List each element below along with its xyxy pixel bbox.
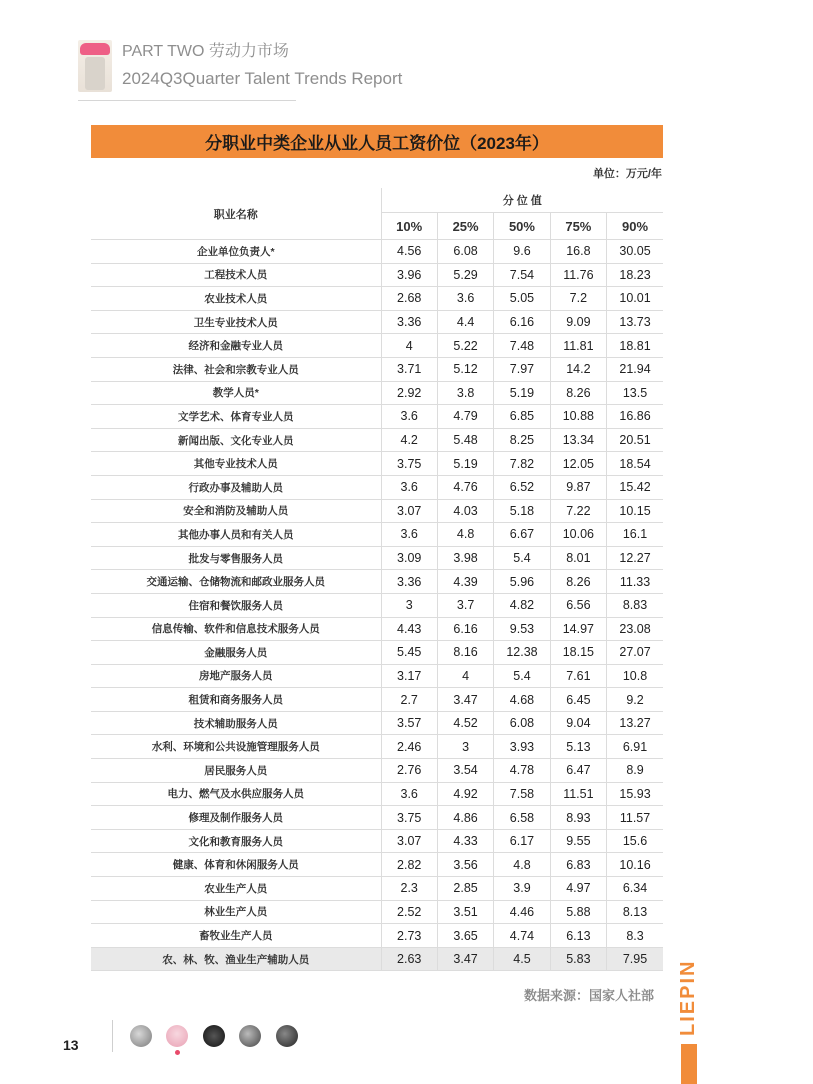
wage-value: 3 xyxy=(437,735,493,759)
wage-value: 3.75 xyxy=(381,806,437,830)
table-row xyxy=(91,381,663,405)
occupation-name: 租赁和商务服务人员 xyxy=(91,688,381,712)
wage-value: 2.85 xyxy=(437,877,493,901)
table-row xyxy=(91,735,663,759)
column-header-p90: 90% xyxy=(607,213,663,240)
wage-value: 4 xyxy=(381,334,437,358)
wage-value: 3.07 xyxy=(381,499,437,523)
wage-value: 10.8 xyxy=(607,664,663,688)
wage-value: 9.53 xyxy=(494,617,550,641)
active-page-dot xyxy=(175,1050,180,1055)
table-row xyxy=(91,688,663,712)
page-number: 13 xyxy=(63,1037,79,1053)
occupation-name: 法律、社会和宗教专业人员 xyxy=(91,357,381,381)
wage-value: 2.82 xyxy=(381,853,437,877)
wage-value: 7.82 xyxy=(494,452,550,476)
person-icon[interactable] xyxy=(166,1025,188,1047)
wage-value: 2.52 xyxy=(381,900,437,924)
column-header-p10: 10% xyxy=(381,213,437,240)
wage-value: 7.54 xyxy=(494,263,550,287)
wage-value: 5.13 xyxy=(550,735,606,759)
header-divider xyxy=(78,100,296,101)
table-row xyxy=(91,711,663,735)
wage-value: 4.46 xyxy=(494,900,550,924)
wage-value: 5.4 xyxy=(494,664,550,688)
wage-value: 4.92 xyxy=(437,782,493,806)
wage-value: 2.46 xyxy=(381,735,437,759)
column-header-group: 分 位 值 xyxy=(381,188,663,213)
table-row xyxy=(91,664,663,688)
wage-value: 7.58 xyxy=(494,782,550,806)
wage-value: 6.58 xyxy=(494,806,550,830)
occupation-name: 技术辅助服务人员 xyxy=(91,711,381,735)
wage-value: 4.03 xyxy=(437,499,493,523)
occupation-name: 教学人员* xyxy=(91,381,381,405)
tunnel-icon[interactable] xyxy=(239,1025,261,1047)
occupation-name: 安全和消防及辅助人员 xyxy=(91,499,381,523)
wage-value: 3.07 xyxy=(381,829,437,853)
wage-value: 6.17 xyxy=(494,829,550,853)
table-row xyxy=(91,641,663,665)
wage-value: 2.3 xyxy=(381,877,437,901)
wage-value: 13.27 xyxy=(607,711,663,735)
table-row xyxy=(91,428,663,452)
wage-value: 3.47 xyxy=(437,947,493,971)
header-logo-image xyxy=(78,40,112,92)
wage-value: 4.52 xyxy=(437,711,493,735)
occupation-name: 经济和金融专业人员 xyxy=(91,334,381,358)
wage-value: 8.01 xyxy=(550,546,606,570)
wage-value: 4.2 xyxy=(381,428,437,452)
wage-value: 7.2 xyxy=(550,287,606,311)
wage-value: 10.15 xyxy=(607,499,663,523)
wage-value: 3.51 xyxy=(437,900,493,924)
wage-value: 2.92 xyxy=(381,381,437,405)
wage-value: 18.15 xyxy=(550,641,606,665)
table-row xyxy=(91,877,663,901)
wage-value: 8.83 xyxy=(607,593,663,617)
column-header-p25: 25% xyxy=(437,213,493,240)
table-title: 分职业中类企业从业人员工资价位（2023年） xyxy=(91,125,663,158)
wage-value: 3.6 xyxy=(437,287,493,311)
wage-value: 18.81 xyxy=(607,334,663,358)
wage-value: 14.2 xyxy=(550,357,606,381)
wage-value: 18.23 xyxy=(607,263,663,287)
wage-value: 5.48 xyxy=(437,428,493,452)
wage-value: 3.65 xyxy=(437,924,493,948)
wage-value: 9.04 xyxy=(550,711,606,735)
wage-value: 13.34 xyxy=(550,428,606,452)
wage-value: 16.1 xyxy=(607,523,663,547)
wage-value: 7.97 xyxy=(494,357,550,381)
wage-value: 11.57 xyxy=(607,806,663,830)
wage-value: 5.19 xyxy=(494,381,550,405)
wage-value: 4.68 xyxy=(494,688,550,712)
wage-value: 11.51 xyxy=(550,782,606,806)
wage-value: 3.8 xyxy=(437,381,493,405)
column-header-name: 职业名称 xyxy=(91,188,381,240)
occupation-name: 农业技术人员 xyxy=(91,287,381,311)
wage-value: 5.05 xyxy=(494,287,550,311)
wage-value: 5.83 xyxy=(550,947,606,971)
wage-value: 6.16 xyxy=(437,617,493,641)
wage-value: 16.86 xyxy=(607,405,663,429)
brand-logo-text: LIEPIN xyxy=(677,959,699,1037)
occupation-name: 居民服务人员 xyxy=(91,759,381,783)
wage-value: 2.7 xyxy=(381,688,437,712)
occupation-name: 批发与零售服务人员 xyxy=(91,546,381,570)
bow-tie-icon xyxy=(80,43,110,55)
wage-value: 5.19 xyxy=(437,452,493,476)
wage-table xyxy=(91,188,663,971)
occupation-name: 信息传输、软件和信息技术服务人员 xyxy=(91,617,381,641)
occupation-name: 新闻出版、文化专业人员 xyxy=(91,428,381,452)
wage-value: 4.33 xyxy=(437,829,493,853)
wage-value: 8.13 xyxy=(607,900,663,924)
occupation-name: 修理及制作服务人员 xyxy=(91,806,381,830)
wage-value: 3.56 xyxy=(437,853,493,877)
wage-value: 3.98 xyxy=(437,546,493,570)
occupation-name: 企业单位负责人* xyxy=(91,240,381,264)
wage-value: 4.78 xyxy=(494,759,550,783)
globe-icon[interactable] xyxy=(130,1025,152,1047)
wage-value: 9.6 xyxy=(494,240,550,264)
wage-value: 5.29 xyxy=(437,263,493,287)
occupation-name: 水利、环境和公共设施管理服务人员 xyxy=(91,735,381,759)
wage-value: 12.05 xyxy=(550,452,606,476)
table-row xyxy=(91,570,663,594)
wage-value: 14.97 xyxy=(550,617,606,641)
table-row xyxy=(91,546,663,570)
wage-value: 3.7 xyxy=(437,593,493,617)
wage-value: 8.26 xyxy=(550,570,606,594)
wage-value: 11.33 xyxy=(607,570,663,594)
table-row xyxy=(91,924,663,948)
wage-value: 6.34 xyxy=(607,877,663,901)
occupation-name: 房地产服务人员 xyxy=(91,664,381,688)
wage-value: 3.36 xyxy=(381,570,437,594)
wage-value: 3.93 xyxy=(494,735,550,759)
wage-value: 3.75 xyxy=(381,452,437,476)
occupation-name: 健康、体育和休闲服务人员 xyxy=(91,853,381,877)
data-source: 数据来源：国家人社部 xyxy=(523,988,654,1003)
wage-value: 8.93 xyxy=(550,806,606,830)
wage-value: 9.2 xyxy=(607,688,663,712)
wage-value: 4.74 xyxy=(494,924,550,948)
table-row xyxy=(91,357,663,381)
wage-value: 4 xyxy=(437,664,493,688)
wage-value: 4.8 xyxy=(437,523,493,547)
wage-value: 6.52 xyxy=(494,475,550,499)
wage-value: 7.95 xyxy=(607,947,663,971)
wage-value: 4.43 xyxy=(381,617,437,641)
wage-value: 15.93 xyxy=(607,782,663,806)
occupation-name: 文学艺术、体育专业人员 xyxy=(91,405,381,429)
wage-value: 6.67 xyxy=(494,523,550,547)
wage-value: 10.06 xyxy=(550,523,606,547)
wage-value: 7.48 xyxy=(494,334,550,358)
occupation-name: 畜牧业生产人员 xyxy=(91,924,381,948)
occupation-name: 金融服务人员 xyxy=(91,641,381,665)
table-row xyxy=(91,405,663,429)
wage-value: 27.07 xyxy=(607,641,663,665)
table-row xyxy=(91,829,663,853)
table-row xyxy=(91,334,663,358)
wage-value: 4.8 xyxy=(494,853,550,877)
occupation-name: 其他办事人员和有关人员 xyxy=(91,523,381,547)
wage-value: 4.5 xyxy=(494,947,550,971)
wage-value: 9.55 xyxy=(550,829,606,853)
table-row xyxy=(91,287,663,311)
wage-value: 20.51 xyxy=(607,428,663,452)
wage-value: 3.6 xyxy=(381,523,437,547)
wage-value: 11.76 xyxy=(550,263,606,287)
wage-value: 18.54 xyxy=(607,452,663,476)
footer-divider xyxy=(112,1020,113,1052)
table-row xyxy=(91,947,663,971)
occupation-name: 其他专业技术人员 xyxy=(91,452,381,476)
wage-value: 6.91 xyxy=(607,735,663,759)
occupation-name: 卫生专业技术人员 xyxy=(91,310,381,334)
wage-value: 10.01 xyxy=(607,287,663,311)
wage-value: 9.87 xyxy=(550,475,606,499)
wage-value: 3.71 xyxy=(381,357,437,381)
wage-value: 3.6 xyxy=(381,405,437,429)
table-row xyxy=(91,806,663,830)
wage-value: 4.4 xyxy=(437,310,493,334)
wage-value: 3.54 xyxy=(437,759,493,783)
wage-value: 4.86 xyxy=(437,806,493,830)
wage-value: 4.56 xyxy=(381,240,437,264)
wage-value: 30.05 xyxy=(607,240,663,264)
occupation-name: 农、林、牧、渔业生产辅助人员 xyxy=(91,947,381,971)
wage-value: 6.45 xyxy=(550,688,606,712)
wage-value: 4.82 xyxy=(494,593,550,617)
table-row xyxy=(91,759,663,783)
wage-value: 8.3 xyxy=(607,924,663,948)
table-row xyxy=(91,499,663,523)
wage-value: 13.5 xyxy=(607,381,663,405)
wage-value: 23.08 xyxy=(607,617,663,641)
wage-value: 3.17 xyxy=(381,664,437,688)
column-header-p75: 75% xyxy=(550,213,606,240)
table-row xyxy=(91,475,663,499)
wage-value: 7.22 xyxy=(550,499,606,523)
wage-value: 9.09 xyxy=(550,310,606,334)
occupation-name: 电力、燃气及水供应服务人员 xyxy=(91,782,381,806)
table-body xyxy=(91,240,663,971)
wage-value: 3.36 xyxy=(381,310,437,334)
wage-value: 6.85 xyxy=(494,405,550,429)
wage-value: 15.6 xyxy=(607,829,663,853)
wage-value: 6.83 xyxy=(550,853,606,877)
wage-value: 15.42 xyxy=(607,475,663,499)
occupation-name: 文化和教育服务人员 xyxy=(91,829,381,853)
wage-value: 4.79 xyxy=(437,405,493,429)
table-row xyxy=(91,782,663,806)
wage-value: 5.45 xyxy=(381,641,437,665)
wage-value: 6.08 xyxy=(437,240,493,264)
table-row xyxy=(91,853,663,877)
occupation-name: 行政办事及辅助人员 xyxy=(91,475,381,499)
wage-value: 4.97 xyxy=(550,877,606,901)
wage-value: 2.68 xyxy=(381,287,437,311)
table-row xyxy=(91,593,663,617)
wage-value: 3.9 xyxy=(494,877,550,901)
wage-value: 4.39 xyxy=(437,570,493,594)
table-row xyxy=(91,310,663,334)
wage-value: 12.38 xyxy=(494,641,550,665)
wage-value: 11.81 xyxy=(550,334,606,358)
wage-value: 6.13 xyxy=(550,924,606,948)
brand-accent-bar xyxy=(681,1044,697,1084)
table-row xyxy=(91,900,663,924)
wage-value: 5.4 xyxy=(494,546,550,570)
wage-value: 2.73 xyxy=(381,924,437,948)
figure-body xyxy=(85,57,105,90)
moon-icon[interactable] xyxy=(276,1025,298,1047)
wage-value: 12.27 xyxy=(607,546,663,570)
wage-value: 4.76 xyxy=(437,475,493,499)
wage-value: 6.56 xyxy=(550,593,606,617)
wage-value: 3.09 xyxy=(381,546,437,570)
wage-value: 3.6 xyxy=(381,782,437,806)
wage-value: 6.47 xyxy=(550,759,606,783)
wage-value: 5.12 xyxy=(437,357,493,381)
occupation-name: 交通运输、仓储物流和邮政业服务人员 xyxy=(91,570,381,594)
occupation-name: 住宿和餐饮服务人员 xyxy=(91,593,381,617)
wage-value: 3.6 xyxy=(381,475,437,499)
wage-value: 6.16 xyxy=(494,310,550,334)
wage-value: 5.88 xyxy=(550,900,606,924)
occupation-name: 农业生产人员 xyxy=(91,877,381,901)
wage-value: 16.8 xyxy=(550,240,606,264)
column-header-p50: 50% xyxy=(494,213,550,240)
wage-value: 5.18 xyxy=(494,499,550,523)
wage-value: 3 xyxy=(381,593,437,617)
wage-value: 2.76 xyxy=(381,759,437,783)
table-row xyxy=(91,617,663,641)
table-row xyxy=(91,263,663,287)
wage-value: 10.16 xyxy=(607,853,663,877)
section-title: PART TWO 劳动力市场 xyxy=(122,43,289,60)
wage-value: 7.61 xyxy=(550,664,606,688)
wage-value: 8.16 xyxy=(437,641,493,665)
wage-value: 8.9 xyxy=(607,759,663,783)
wage-value: 8.25 xyxy=(494,428,550,452)
table-row xyxy=(91,523,663,547)
wage-value: 21.94 xyxy=(607,357,663,381)
wage-value: 3.47 xyxy=(437,688,493,712)
wage-value: 6.08 xyxy=(494,711,550,735)
table-row xyxy=(91,452,663,476)
wage-value: 8.26 xyxy=(550,381,606,405)
wage-value: 5.96 xyxy=(494,570,550,594)
wage-value: 3.96 xyxy=(381,263,437,287)
wage-value: 13.73 xyxy=(607,310,663,334)
occupation-name: 林业生产人员 xyxy=(91,900,381,924)
table-row xyxy=(91,240,663,264)
wage-value: 2.63 xyxy=(381,947,437,971)
report-title: 2024Q3Quarter Talent Trends Report xyxy=(122,69,403,88)
building-icon[interactable] xyxy=(203,1025,225,1047)
wage-value: 3.57 xyxy=(381,711,437,735)
unit-label: 单位：万元/年 xyxy=(592,168,662,180)
occupation-name: 工程技术人员 xyxy=(91,263,381,287)
wage-value: 5.22 xyxy=(437,334,493,358)
wage-value: 10.88 xyxy=(550,405,606,429)
